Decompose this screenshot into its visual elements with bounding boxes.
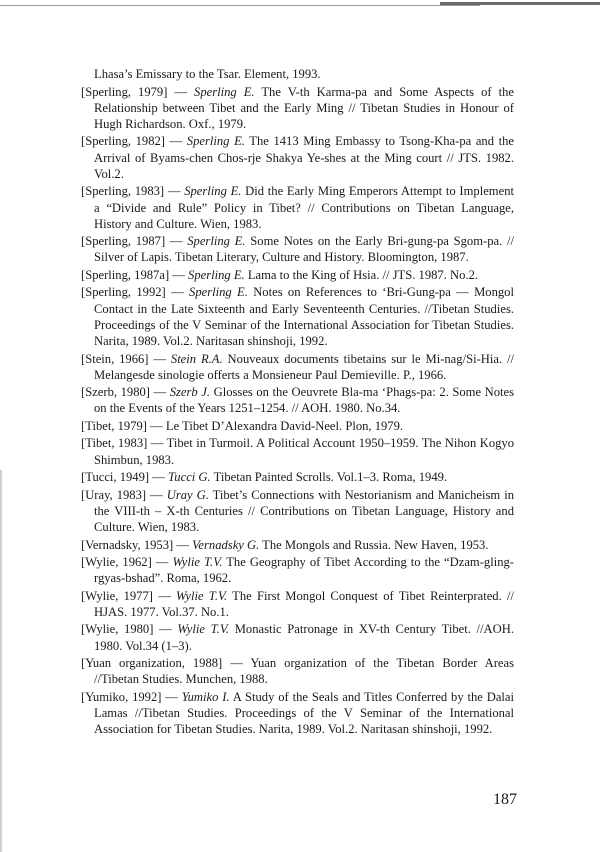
entry-text: Some Notes on the Early Bri-gung-pa Sgom-pa. // Silver of Lapis. Tibetan Literary, Culture and History. Bloomington, 1987.	[94, 234, 514, 265]
entry-author: Sperling E.	[188, 267, 245, 282]
entry-text: The First Mongol Conquest of Tibet Reinterprated. // HJAS. 1977. Vol.37. No.1.	[94, 588, 514, 619]
entry-text: Glosses on the Oeuvrete Bla-ma ‘Phags-pa: 2. Some Notes on the Events of the Years 1251–1254. // AOH. 1980. No.34.	[94, 385, 515, 416]
entry-text: Lama to the King of Hsia. // JTS. 1987. No.2.	[244, 267, 479, 282]
entry-text: Yuan organization of the Tibetan Border Areas //Tibetan Studies. Munchen, 1988.	[94, 656, 514, 687]
entry-text: Tibet in Turmoil. A Political Account 1950–1959. The Nihon Kogyo Shimbun, 1983.	[94, 436, 515, 467]
entry-key: [Yuan organization, 1988] —	[81, 656, 251, 671]
page-number: 187	[493, 791, 517, 808]
entry-text: Did the Early Ming Emperors Attempt to Implement a “Divide and Rule” Policy in Tibet? // Contributions on Tibetan Language, History and Culture. Wien, 1983.	[94, 184, 514, 231]
bibliography-entry	[81, 418, 514, 434]
entry-key: [Vernadsky, 1953] —	[81, 537, 193, 552]
entry-key: [Sperling, 1992] —	[81, 285, 190, 300]
bibliography-entry	[81, 233, 514, 265]
entry-key: [Szerb, 1980] —	[81, 385, 170, 400]
entry-author: Tucci G.	[168, 470, 211, 485]
entry-text: Le Tibet D’Alexandra David-Neel. Plon, 1979.	[165, 418, 404, 433]
entry-author: Sperling E.	[187, 234, 246, 249]
entry-author: Wylie T.V.	[177, 622, 230, 637]
bibliography-entry	[81, 267, 514, 283]
binding-edge-shadow	[0, 470, 3, 852]
bibliography-entry	[81, 588, 514, 620]
entry-key: [Tibet, 1983] —	[81, 436, 167, 451]
entry-author: Uray G.	[166, 487, 209, 502]
bibliography-entry	[81, 183, 514, 232]
entry-key: [Tibet, 1979] —	[81, 418, 166, 433]
entry-author: Vernadsky G.	[192, 537, 260, 552]
bibliography-entry	[81, 284, 514, 349]
entry-author: Wylie T.V.	[176, 588, 228, 603]
entry-text: Notes on References to ‘Bri-Gung-pa — Mongol Contact in the Late Sixteenth and Early Seventeenth Centuries. //Tibetan Studies. Proceedings of the V Seminar of the International Association for Tibetan Studies. Narita, 1989. Vol.2. Naritasan shinshoji, 1992.	[94, 285, 514, 349]
entry-text: Tibetan Painted Scrolls. Vol.1–3. Roma, 1949.	[210, 470, 448, 485]
bibliography-entry	[81, 384, 514, 416]
bibliography-entry	[81, 689, 514, 738]
entry-text: The Geography of Tibet According to the “Dzam-gling-rgyas-bshad”. Roma, 1962.	[94, 555, 514, 586]
bibliography-entry	[81, 435, 514, 467]
bibliography-list	[81, 66, 514, 739]
bibliography-entry	[81, 469, 514, 485]
bibliography-entry	[81, 621, 514, 653]
bibliography-entry	[81, 133, 514, 182]
top-rule	[0, 0, 600, 6]
entry-author: Yumiko I.	[181, 689, 230, 704]
entry-text: A Study of the Seals and Titles Conferred by the Dalai Lamas //Tibetan Studies. Proceedings of the V Seminar of the International Association for Tibetan Studies. Narita, 1989. Vol.2. Naritasan shinshoji, 1992.	[94, 689, 515, 737]
entry-key: [Yumiko, 1992] —	[81, 689, 182, 704]
entry-author: Sperling E.	[186, 134, 245, 149]
bibliography-entry	[81, 554, 514, 586]
entry-key: [Sperling, 1987] —	[81, 234, 188, 249]
entry-key: [Wylie, 1962] —	[81, 555, 173, 570]
entry-author: Sperling E.	[194, 84, 255, 99]
top-rule-thin	[0, 5, 480, 6]
entry-author: Sperling E.	[189, 285, 248, 300]
entry-author: Szerb J.	[169, 385, 211, 400]
entry-text: Lhasa’s Emissary to the Tsar. Element, 1993.	[94, 67, 321, 81]
entry-author: Sperling E.	[184, 184, 242, 199]
entry-text: The 1413 Ming Embassy to Tsong-Kha-pa and the Arrival of Byams-chen Chos-rje Shakya Ye-shes at the Ming court // JTS. 1982. Vol.2.	[94, 134, 514, 181]
entry-text: Monastic Patronage in XV-th Century Tibet. //AOH. 1980. Vol.34 (1–3).	[94, 622, 514, 653]
entry-key: [Uray, 1983] —	[81, 487, 167, 502]
entry-key: [Stein, 1966] —	[81, 351, 171, 366]
bibliography-entry	[81, 537, 514, 553]
entry-key: [Tucci, 1949] —	[81, 470, 168, 485]
bibliography-entry	[81, 84, 514, 133]
entry-text: Nouveaux documents tibetains sur le Mi-nag/Si-Hia. // Melangesde sinologie offerts a Monsieneur Paul Demieville. P., 1966.	[94, 351, 514, 382]
entry-text: The V-th Karma-pa and Some Aspects of the Relationship between Tibet and the Early Ming // Tibetan Studies in Honour of Hugh Richardson. Oxf., 1979.	[94, 84, 514, 131]
entry-key: [Sperling, 1987a] —	[81, 267, 189, 282]
entry-key: [Wylie, 1980] —	[81, 622, 178, 637]
bibliography-entry	[81, 655, 514, 687]
entry-author: Wylie T.V.	[172, 555, 223, 570]
entry-key: [Sperling, 1983] —	[81, 184, 185, 199]
bibliography-entry	[81, 487, 514, 536]
bibliography-entry	[81, 66, 514, 82]
entry-text: Tibet’s Connections with Nestorianism and Manicheism in the VIII-th – X-th Centuries // Contributions on Tibetan Language, History and Culture. Wien, 1983.	[94, 487, 514, 535]
top-rule-thick	[440, 2, 600, 5]
entry-key: [Wylie, 1977] —	[81, 588, 177, 603]
entry-key: [Sperling, 1982] —	[81, 134, 187, 149]
bibliography-entry	[81, 351, 514, 383]
entry-text: The Mongols and Russia. New Haven, 1953.	[259, 537, 489, 552]
entry-author: Stein R.A.	[170, 351, 223, 366]
entry-key: [Sperling, 1979] —	[81, 84, 195, 99]
